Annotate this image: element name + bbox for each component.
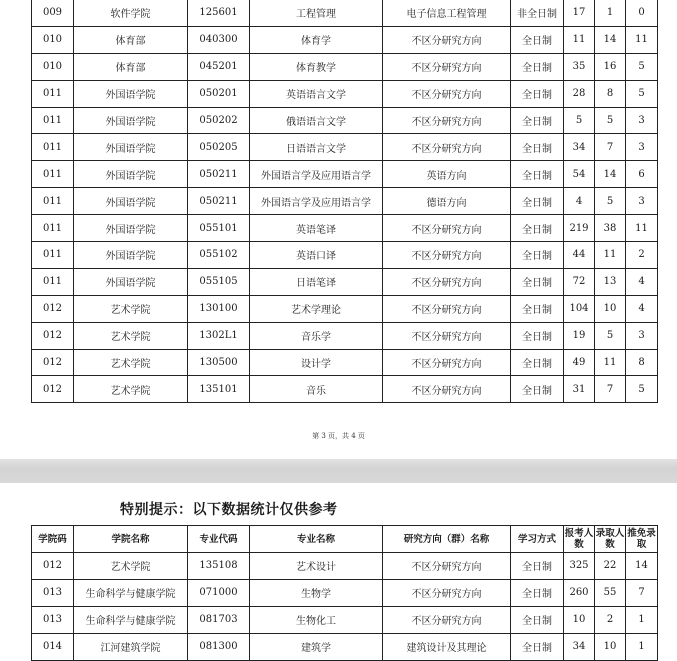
applicants-cell: 104 bbox=[564, 295, 595, 322]
table-row bbox=[32, 349, 658, 376]
table-row bbox=[32, 215, 658, 242]
college-name-cell: 外国语学院 bbox=[74, 134, 188, 161]
exempt-admitted-cell: 3 bbox=[626, 107, 658, 134]
admitted-cell: 5 bbox=[595, 322, 626, 349]
college-code-cell: 011 bbox=[32, 107, 74, 134]
major-code-cell: 050202 bbox=[188, 107, 250, 134]
college-code-cell: 012 bbox=[32, 349, 74, 376]
major-name-cell: 体育学 bbox=[250, 26, 383, 53]
table-row bbox=[32, 188, 658, 215]
study-mode-cell: 全日制 bbox=[511, 80, 564, 107]
major-name-cell: 俄语语言文学 bbox=[250, 107, 383, 134]
applicants-cell: 34 bbox=[564, 134, 595, 161]
college-name-header: 学院名称 bbox=[74, 526, 188, 553]
college-name-cell: 外国语学院 bbox=[74, 107, 188, 134]
research-direction-cell: 不区分研究方向 bbox=[383, 53, 511, 80]
applicants-cell: 325 bbox=[564, 553, 595, 580]
major-name-cell: 外国语言学及应用语言学 bbox=[250, 188, 383, 215]
major-name-cell: 艺术学理论 bbox=[250, 295, 383, 322]
college-code-cell: 012 bbox=[32, 295, 74, 322]
table-row bbox=[32, 80, 658, 107]
table-row bbox=[32, 134, 658, 161]
exempt-admitted-cell: 11 bbox=[626, 215, 658, 242]
exempt-admitted-cell: 2 bbox=[626, 242, 658, 269]
exempt-admitted-cell: 1 bbox=[626, 633, 658, 660]
college-code-cell: 010 bbox=[32, 26, 74, 53]
exempt-admitted-cell: 5 bbox=[626, 80, 658, 107]
page-separator bbox=[0, 459, 677, 483]
table-row bbox=[32, 268, 658, 295]
major-name-cell: 外国语言学及应用语言学 bbox=[250, 161, 383, 188]
major-code-cell: 135108 bbox=[188, 553, 250, 580]
study-mode-cell: 全日制 bbox=[511, 268, 564, 295]
major-name-cell: 英语口译 bbox=[250, 242, 383, 269]
major-name-cell: 工程管理 bbox=[250, 0, 383, 26]
admitted-cell: 5 bbox=[595, 107, 626, 134]
admitted-cell: 16 bbox=[595, 53, 626, 80]
college-name-cell: 生命科学与健康学院 bbox=[74, 579, 188, 606]
college-code-cell: 011 bbox=[32, 80, 74, 107]
college-code-cell: 013 bbox=[32, 579, 74, 606]
college-name-cell: 外国语学院 bbox=[74, 268, 188, 295]
research-direction-cell: 德语方向 bbox=[383, 188, 511, 215]
admitted-cell: 2 bbox=[595, 606, 626, 633]
major-name-cell: 英语笔译 bbox=[250, 215, 383, 242]
research-direction-cell: 不区分研究方向 bbox=[383, 295, 511, 322]
major-code-cell: 071000 bbox=[188, 579, 250, 606]
exempt-admitted-cell: 3 bbox=[626, 322, 658, 349]
exempt-admitted-cell: 14 bbox=[626, 553, 658, 580]
college-name-cell: 外国语学院 bbox=[74, 215, 188, 242]
admitted-header: 录取人数 bbox=[595, 526, 626, 553]
study-mode-cell: 全日制 bbox=[511, 53, 564, 80]
admitted-cell: 7 bbox=[595, 134, 626, 161]
table-row bbox=[32, 322, 658, 349]
major-name-cell: 建筑学 bbox=[250, 633, 383, 660]
exempt-admitted-header: 推免录取 bbox=[626, 526, 658, 553]
research-direction-cell: 英语方向 bbox=[383, 161, 511, 188]
major-name-cell: 音乐 bbox=[250, 376, 383, 403]
college-code-cell: 011 bbox=[32, 268, 74, 295]
research-direction-cell: 不区分研究方向 bbox=[383, 107, 511, 134]
college-code-cell: 014 bbox=[32, 633, 74, 660]
admitted-cell: 7 bbox=[595, 376, 626, 403]
major-name-cell: 生物化工 bbox=[250, 606, 383, 633]
college-name-cell: 体育部 bbox=[74, 26, 188, 53]
applicants-cell: 28 bbox=[564, 80, 595, 107]
notice-heading: 特别提示：以下数据统计仅供参考 bbox=[120, 502, 338, 518]
college-code-cell: 012 bbox=[32, 376, 74, 403]
table-row bbox=[32, 606, 658, 633]
college-name-cell: 艺术学院 bbox=[74, 322, 188, 349]
research-direction-cell: 不区分研究方向 bbox=[383, 242, 511, 269]
applicants-cell: 260 bbox=[564, 579, 595, 606]
research-direction-cell: 不区分研究方向 bbox=[383, 349, 511, 376]
college-name-cell: 艺术学院 bbox=[74, 295, 188, 322]
exempt-admitted-cell: 1 bbox=[626, 606, 658, 633]
research-direction-cell: 不区分研究方向 bbox=[383, 322, 511, 349]
major-code-header: 专业代码 bbox=[188, 526, 250, 553]
major-name-cell: 英语语言文学 bbox=[250, 80, 383, 107]
study-mode-cell: 全日制 bbox=[511, 553, 564, 580]
major-code-cell: 1302L1 bbox=[188, 322, 250, 349]
table-row bbox=[32, 53, 658, 80]
admitted-cell: 55 bbox=[595, 579, 626, 606]
exempt-admitted-cell: 4 bbox=[626, 268, 658, 295]
applicants-cell: 54 bbox=[564, 161, 595, 188]
exempt-admitted-cell: 4 bbox=[626, 295, 658, 322]
exempt-admitted-cell: 7 bbox=[626, 579, 658, 606]
admitted-cell: 38 bbox=[595, 215, 626, 242]
college-code-header: 学院码 bbox=[32, 526, 74, 553]
major-code-cell: 050205 bbox=[188, 134, 250, 161]
college-code-cell: 010 bbox=[32, 53, 74, 80]
applicants-cell: 5 bbox=[564, 107, 595, 134]
document-page-4 bbox=[0, 483, 677, 660]
table-row bbox=[32, 295, 658, 322]
research-direction-cell: 不区分研究方向 bbox=[383, 606, 511, 633]
major-name-header: 专业名称 bbox=[250, 526, 383, 553]
table-row bbox=[32, 633, 658, 660]
major-name-cell: 日语语言文学 bbox=[250, 134, 383, 161]
admission-table-page-3 bbox=[31, 0, 658, 403]
major-code-cell: 055105 bbox=[188, 268, 250, 295]
college-code-cell: 012 bbox=[32, 553, 74, 580]
table-row bbox=[32, 26, 658, 53]
exempt-admitted-cell: 5 bbox=[626, 376, 658, 403]
table-header-row bbox=[32, 526, 658, 553]
major-code-cell: 040300 bbox=[188, 26, 250, 53]
study-mode-cell: 全日制 bbox=[511, 161, 564, 188]
major-code-cell: 081703 bbox=[188, 606, 250, 633]
college-code-cell: 011 bbox=[32, 161, 74, 188]
applicants-cell: 35 bbox=[564, 53, 595, 80]
study-mode-cell: 全日制 bbox=[511, 134, 564, 161]
college-code-cell: 011 bbox=[32, 134, 74, 161]
applicants-cell: 219 bbox=[564, 215, 595, 242]
study-mode-cell: 全日制 bbox=[511, 295, 564, 322]
study-mode-header: 学习方式 bbox=[511, 526, 564, 553]
admitted-cell: 10 bbox=[595, 633, 626, 660]
major-code-cell: 130500 bbox=[188, 349, 250, 376]
research-direction-cell: 不区分研究方向 bbox=[383, 215, 511, 242]
study-mode-cell: 全日制 bbox=[511, 26, 564, 53]
college-code-cell: 009 bbox=[32, 0, 74, 26]
admitted-cell: 8 bbox=[595, 80, 626, 107]
exempt-admitted-cell: 8 bbox=[626, 349, 658, 376]
major-code-cell: 125601 bbox=[188, 0, 250, 26]
major-name-cell: 日语笔译 bbox=[250, 268, 383, 295]
study-mode-cell: 全日制 bbox=[511, 633, 564, 660]
major-code-cell: 135101 bbox=[188, 376, 250, 403]
exempt-admitted-cell: 6 bbox=[626, 161, 658, 188]
applicants-cell: 10 bbox=[564, 606, 595, 633]
admitted-cell: 14 bbox=[595, 161, 626, 188]
major-name-cell: 生物学 bbox=[250, 579, 383, 606]
major-code-cell: 081300 bbox=[188, 633, 250, 660]
admitted-cell: 11 bbox=[595, 349, 626, 376]
major-code-cell: 045201 bbox=[188, 53, 250, 80]
applicants-cell: 11 bbox=[564, 26, 595, 53]
admitted-cell: 22 bbox=[595, 553, 626, 580]
exempt-admitted-cell: 3 bbox=[626, 134, 658, 161]
table-row bbox=[32, 107, 658, 134]
page-footer: 第 3 页，共 4 页 bbox=[312, 432, 365, 440]
exempt-admitted-cell: 11 bbox=[626, 26, 658, 53]
college-code-cell: 011 bbox=[32, 215, 74, 242]
major-name-cell: 艺术设计 bbox=[250, 553, 383, 580]
exempt-admitted-cell: 3 bbox=[626, 188, 658, 215]
admitted-cell: 10 bbox=[595, 295, 626, 322]
research-direction-cell: 不区分研究方向 bbox=[383, 579, 511, 606]
research-direction-cell: 建筑设计及其理论 bbox=[383, 633, 511, 660]
college-name-cell: 艺术学院 bbox=[74, 553, 188, 580]
table-row bbox=[32, 553, 658, 580]
study-mode-cell: 全日制 bbox=[511, 188, 564, 215]
table-row bbox=[32, 579, 658, 606]
college-code-cell: 011 bbox=[32, 188, 74, 215]
study-mode-cell: 全日制 bbox=[511, 322, 564, 349]
major-code-cell: 050211 bbox=[188, 188, 250, 215]
research-direction-cell: 电子信息工程管理 bbox=[383, 0, 511, 26]
study-mode-cell: 全日制 bbox=[511, 107, 564, 134]
major-code-cell: 130100 bbox=[188, 295, 250, 322]
applicants-cell: 72 bbox=[564, 268, 595, 295]
college-name-cell: 外国语学院 bbox=[74, 188, 188, 215]
research-direction-cell: 不区分研究方向 bbox=[383, 134, 511, 161]
study-mode-cell: 全日制 bbox=[511, 579, 564, 606]
major-code-cell: 050201 bbox=[188, 80, 250, 107]
major-code-cell: 050211 bbox=[188, 161, 250, 188]
admitted-cell: 5 bbox=[595, 188, 626, 215]
major-code-cell: 055101 bbox=[188, 215, 250, 242]
study-mode-cell: 全日制 bbox=[511, 242, 564, 269]
admission-table-page-4 bbox=[31, 525, 658, 661]
study-mode-cell: 非全日制 bbox=[511, 0, 564, 26]
applicants-cell: 19 bbox=[564, 322, 595, 349]
major-name-cell: 设计学 bbox=[250, 349, 383, 376]
college-name-cell: 艺术学院 bbox=[74, 349, 188, 376]
research-direction-cell: 不区分研究方向 bbox=[383, 80, 511, 107]
college-code-cell: 011 bbox=[32, 242, 74, 269]
college-name-cell: 软件学院 bbox=[74, 0, 188, 26]
college-name-cell: 江河建筑学院 bbox=[74, 633, 188, 660]
research-direction-cell: 不区分研究方向 bbox=[383, 376, 511, 403]
applicants-cell: 49 bbox=[564, 349, 595, 376]
research-direction-cell: 不区分研究方向 bbox=[383, 26, 511, 53]
admitted-cell: 13 bbox=[595, 268, 626, 295]
college-name-cell: 生命科学与健康学院 bbox=[74, 606, 188, 633]
study-mode-cell: 全日制 bbox=[511, 376, 564, 403]
college-code-cell: 013 bbox=[32, 606, 74, 633]
major-name-cell: 音乐学 bbox=[250, 322, 383, 349]
table-row bbox=[32, 161, 658, 188]
table-row bbox=[32, 376, 658, 403]
applicants-cell: 31 bbox=[564, 376, 595, 403]
college-code-cell: 012 bbox=[32, 322, 74, 349]
exempt-admitted-cell: 5 bbox=[626, 53, 658, 80]
exempt-admitted-cell: 0 bbox=[626, 0, 658, 26]
college-name-cell: 外国语学院 bbox=[74, 80, 188, 107]
college-name-cell: 艺术学院 bbox=[74, 376, 188, 403]
admitted-cell: 14 bbox=[595, 26, 626, 53]
research-direction-header: 研究方向（群）名称 bbox=[383, 526, 511, 553]
college-name-cell: 体育部 bbox=[74, 53, 188, 80]
applicants-cell: 17 bbox=[564, 0, 595, 26]
study-mode-cell: 全日制 bbox=[511, 349, 564, 376]
table-row bbox=[32, 242, 658, 269]
research-direction-cell: 不区分研究方向 bbox=[383, 268, 511, 295]
applicants-cell: 34 bbox=[564, 633, 595, 660]
applicants-cell: 44 bbox=[564, 242, 595, 269]
research-direction-cell: 不区分研究方向 bbox=[383, 553, 511, 580]
major-code-cell: 055102 bbox=[188, 242, 250, 269]
table-row bbox=[32, 0, 658, 26]
admitted-cell: 11 bbox=[595, 242, 626, 269]
admitted-cell: 1 bbox=[595, 0, 626, 26]
major-name-cell: 体育教学 bbox=[250, 53, 383, 80]
applicants-header: 报考人数 bbox=[564, 526, 595, 553]
college-name-cell: 外国语学院 bbox=[74, 161, 188, 188]
applicants-cell: 4 bbox=[564, 188, 595, 215]
college-name-cell: 外国语学院 bbox=[74, 242, 188, 269]
study-mode-cell: 全日制 bbox=[511, 215, 564, 242]
study-mode-cell: 全日制 bbox=[511, 606, 564, 633]
